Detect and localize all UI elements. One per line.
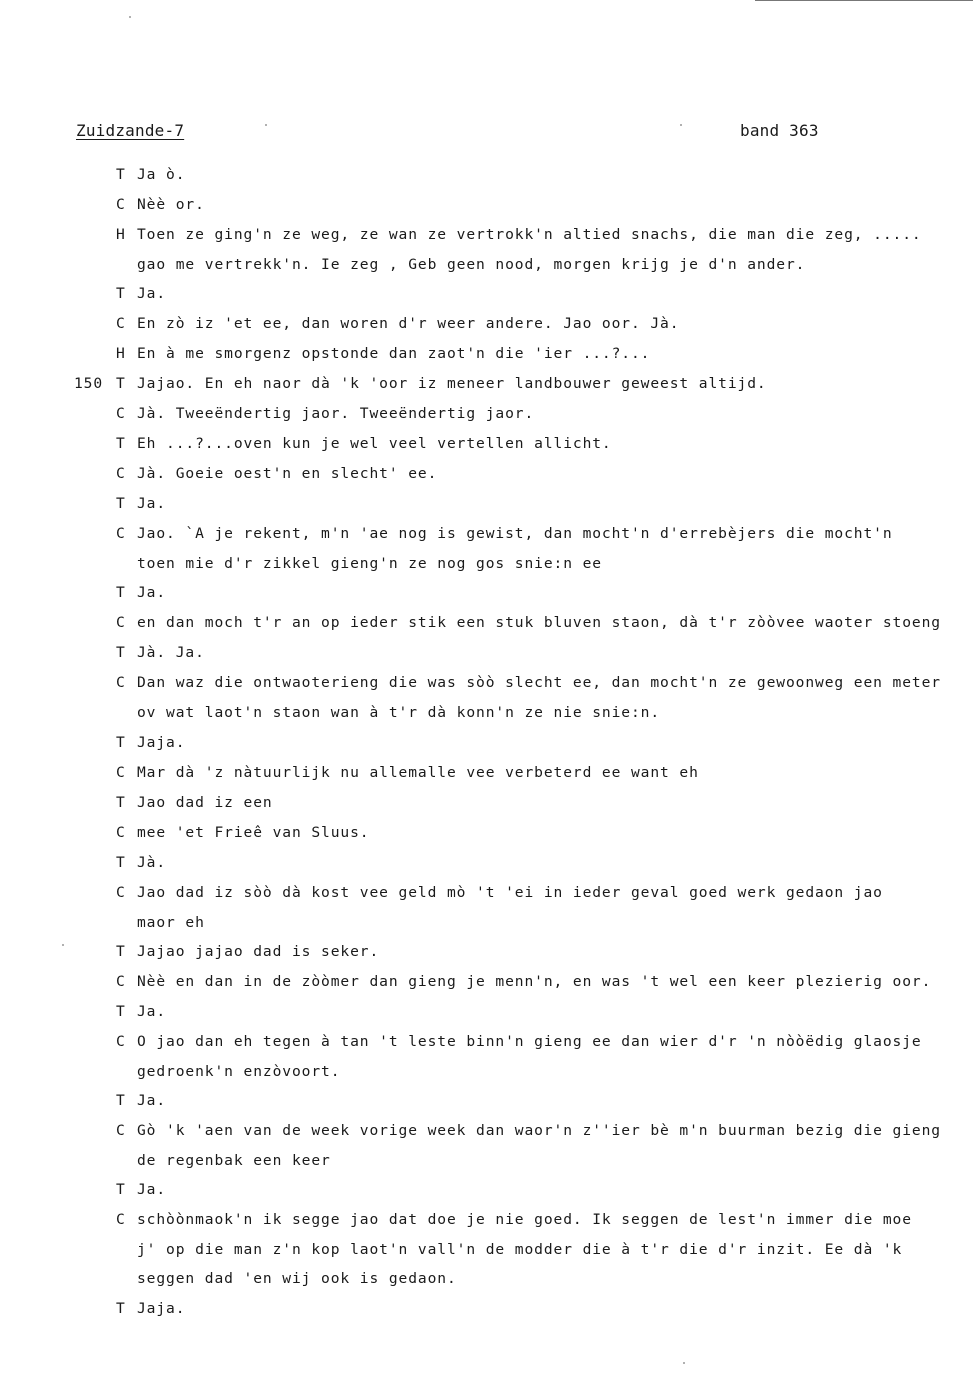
utterance-text: Jà.	[137, 853, 167, 871]
transcript-entry	[0, 758, 973, 788]
speaker-label: C	[116, 315, 126, 333]
speaker-label: T	[116, 1299, 126, 1317]
transcript-entry	[0, 1205, 973, 1293]
transcript-entry	[0, 1116, 973, 1175]
speaker-label: C	[116, 972, 126, 990]
transcript-entry	[0, 339, 973, 369]
speaker-label: T	[116, 1181, 126, 1199]
utterance-text: Jajao. En eh naor dà 'k 'oor iz meneer landbouwer geweest altijd.	[137, 375, 767, 393]
top-edge-rule	[755, 0, 973, 1]
transcript-entry	[0, 578, 973, 608]
utterance-text: Ja.	[137, 1091, 167, 1109]
utterance-text: Gò 'k 'aen van de week vorige week dan waor'n z''ier bè m'n buurman bezig die gieng	[137, 1121, 941, 1139]
utterance-text: Jao dad iz sòò dà kost vee geld mò 't 'ei in ieder geval goed werk gedaon jao	[137, 883, 883, 901]
utterance-text: Jaja.	[137, 733, 186, 751]
transcript-entry	[0, 489, 973, 519]
speaker-label: C	[116, 196, 126, 213]
utterance-text: Toen ze ging'n ze weg, ze wan ze vertrokk'n altied snachs, die man die zeg, .....	[137, 226, 922, 243]
utterance-text: En zò iz 'et ee, dan woren d'r weer andere. Jao oor. Jà.	[137, 315, 680, 333]
utterance-text: O jao dan eh tegen à tan 't leste binn'n gieng ee dan wier d'r 'n nòòëdig glaosje	[137, 1032, 922, 1050]
transcript-entry	[0, 220, 973, 279]
speaker-label: C	[116, 1211, 126, 1229]
utterance-text: Jà. Ja.	[137, 644, 205, 662]
utterance-text: En à me smorgenz opstonde dan zaot'n die 'ier ...?...	[137, 345, 651, 363]
transcript-entry	[0, 519, 973, 578]
speaker-label: T	[116, 1091, 126, 1109]
speaker-label: T	[116, 285, 126, 303]
speaker-label: T	[116, 644, 126, 662]
speaker-label: T	[116, 942, 126, 960]
utterance-text: Ja.	[137, 1181, 167, 1199]
speaker-label: H	[116, 345, 126, 363]
transcript-entry	[0, 788, 973, 818]
transcript-entry	[0, 728, 973, 758]
utterance-text: seggen dad 'en wij ook is gedaon.	[137, 1270, 457, 1288]
utterance-text: j' op die man z'n kop laot'n vall'n de modder die à t'r die d'r inzit. Ee dà 'k	[137, 1241, 903, 1259]
speaker-label: T	[116, 853, 126, 871]
speaker-label: T	[116, 166, 126, 183]
document-title: Zuidzande-7	[76, 121, 185, 140]
transcript-entry	[0, 668, 973, 727]
utterance-text: Ja.	[137, 495, 167, 513]
transcript-entry	[0, 818, 973, 848]
speaker-label: T	[116, 375, 126, 393]
speaker-label: T	[116, 495, 126, 513]
utterance-text: de regenbak een keer	[137, 1151, 331, 1169]
transcript-entry	[0, 309, 973, 339]
speaker-label: C	[116, 1121, 126, 1139]
transcript-entry	[0, 1086, 973, 1116]
transcript-entry	[0, 848, 973, 878]
utterance-text: Jaja.	[137, 1299, 186, 1317]
transcript-entry	[0, 997, 973, 1027]
speaker-label: T	[116, 435, 126, 453]
utterance-text: Jao. `A je rekent, m'n 'ae nog is gewist, dan mocht'n d'errebèjers die mocht'n	[137, 525, 893, 543]
utterance-text: ov wat laot'n staon wan à t'r dà konn'n ze nie snie:n.	[137, 704, 661, 722]
scan-speck	[129, 16, 131, 18]
utterance-text: Mar dà 'z nàtuurlijk nu allemalle vee verbeterd ee want eh	[137, 763, 699, 781]
transcript-entry	[0, 1175, 973, 1205]
utterance-text: maor eh	[137, 913, 205, 931]
speaker-label: T	[116, 733, 126, 751]
scan-speck	[683, 1362, 685, 1364]
transcript-entry	[0, 878, 973, 937]
utterance-text: Ja.	[137, 1002, 167, 1020]
transcript-entry	[0, 160, 973, 190]
utterance-text: Eh ...?...oven kun je wel veel vertellen allicht.	[137, 435, 612, 453]
utterance-text: gao me vertrekk'n. Ie zeg , Geb geen nood, morgen krijg je d'n ander.	[137, 256, 806, 273]
transcript-entry	[0, 638, 973, 668]
transcript-entry	[0, 190, 973, 220]
utterance-text: Nèè en dan in de zòòmer dan gieng je menn'n, en was 't wel een keer plezierig oor.	[137, 972, 932, 990]
speaker-label: C	[116, 674, 126, 692]
utterance-text: Jà. Tweeëndertig jaor. Tweeëndertig jaor.	[137, 405, 535, 423]
band-label: band 363	[740, 121, 819, 140]
speaker-label: T	[116, 584, 126, 602]
transcript-entry	[0, 937, 973, 967]
transcript-entry	[0, 429, 973, 459]
scan-speck	[680, 124, 682, 126]
speaker-label: C	[116, 405, 126, 423]
speaker-label: T	[116, 793, 126, 811]
speaker-label: C	[116, 883, 126, 901]
utterance-text: Dan waz die ontwaoterieng die was sòò slecht ee, dan mocht'n ze gewoonweg een meter	[137, 674, 941, 692]
transcript-entry	[0, 279, 973, 309]
utterance-text: Jà. Goeie oest'n en slecht' ee.	[137, 465, 438, 483]
transcript-entry	[0, 369, 973, 399]
utterance-text: Ja.	[137, 285, 167, 303]
scan-speck	[265, 124, 267, 126]
utterance-text: Jao dad iz een	[137, 793, 273, 811]
utterance-text: toen mie d'r zikkel gieng'n ze nog gos snie:n ee	[137, 555, 602, 573]
transcript-entry	[0, 459, 973, 489]
transcript-entry	[0, 399, 973, 429]
utterance-text: schòònmaok'n ik segge jao dat doe je nie goed. Ik seggen de lest'n immer die moe	[137, 1211, 912, 1229]
transcript-entry	[0, 608, 973, 638]
speaker-label: C	[116, 614, 126, 632]
speaker-label: C	[116, 823, 126, 841]
transcript-entry	[0, 1294, 973, 1324]
transcript	[0, 160, 973, 1324]
utterance-text: gedroenk'n enzòvoort.	[137, 1062, 341, 1080]
utterance-text: Ja.	[137, 584, 167, 602]
transcript-entry	[0, 967, 973, 997]
utterance-text: mee 'et Frieê van Sluus.	[137, 823, 370, 841]
speaker-label: C	[116, 465, 126, 483]
transcript-entry	[0, 1027, 973, 1086]
line-number: 150	[74, 375, 104, 393]
speaker-label: T	[116, 1002, 126, 1020]
utterance-text: Jajao jajao dad is seker.	[137, 942, 380, 960]
utterance-text: en dan moch t'r an op ieder stik een stuk bluven staon, dà t'r zòòvee waoter stoeng	[137, 614, 941, 632]
speaker-label: C	[116, 1032, 126, 1050]
speaker-label: C	[116, 763, 126, 781]
speaker-label: H	[116, 226, 126, 243]
utterance-text: Ja ò.	[137, 166, 186, 183]
utterance-text: Nèè or.	[137, 196, 205, 213]
speaker-label: C	[116, 525, 126, 543]
